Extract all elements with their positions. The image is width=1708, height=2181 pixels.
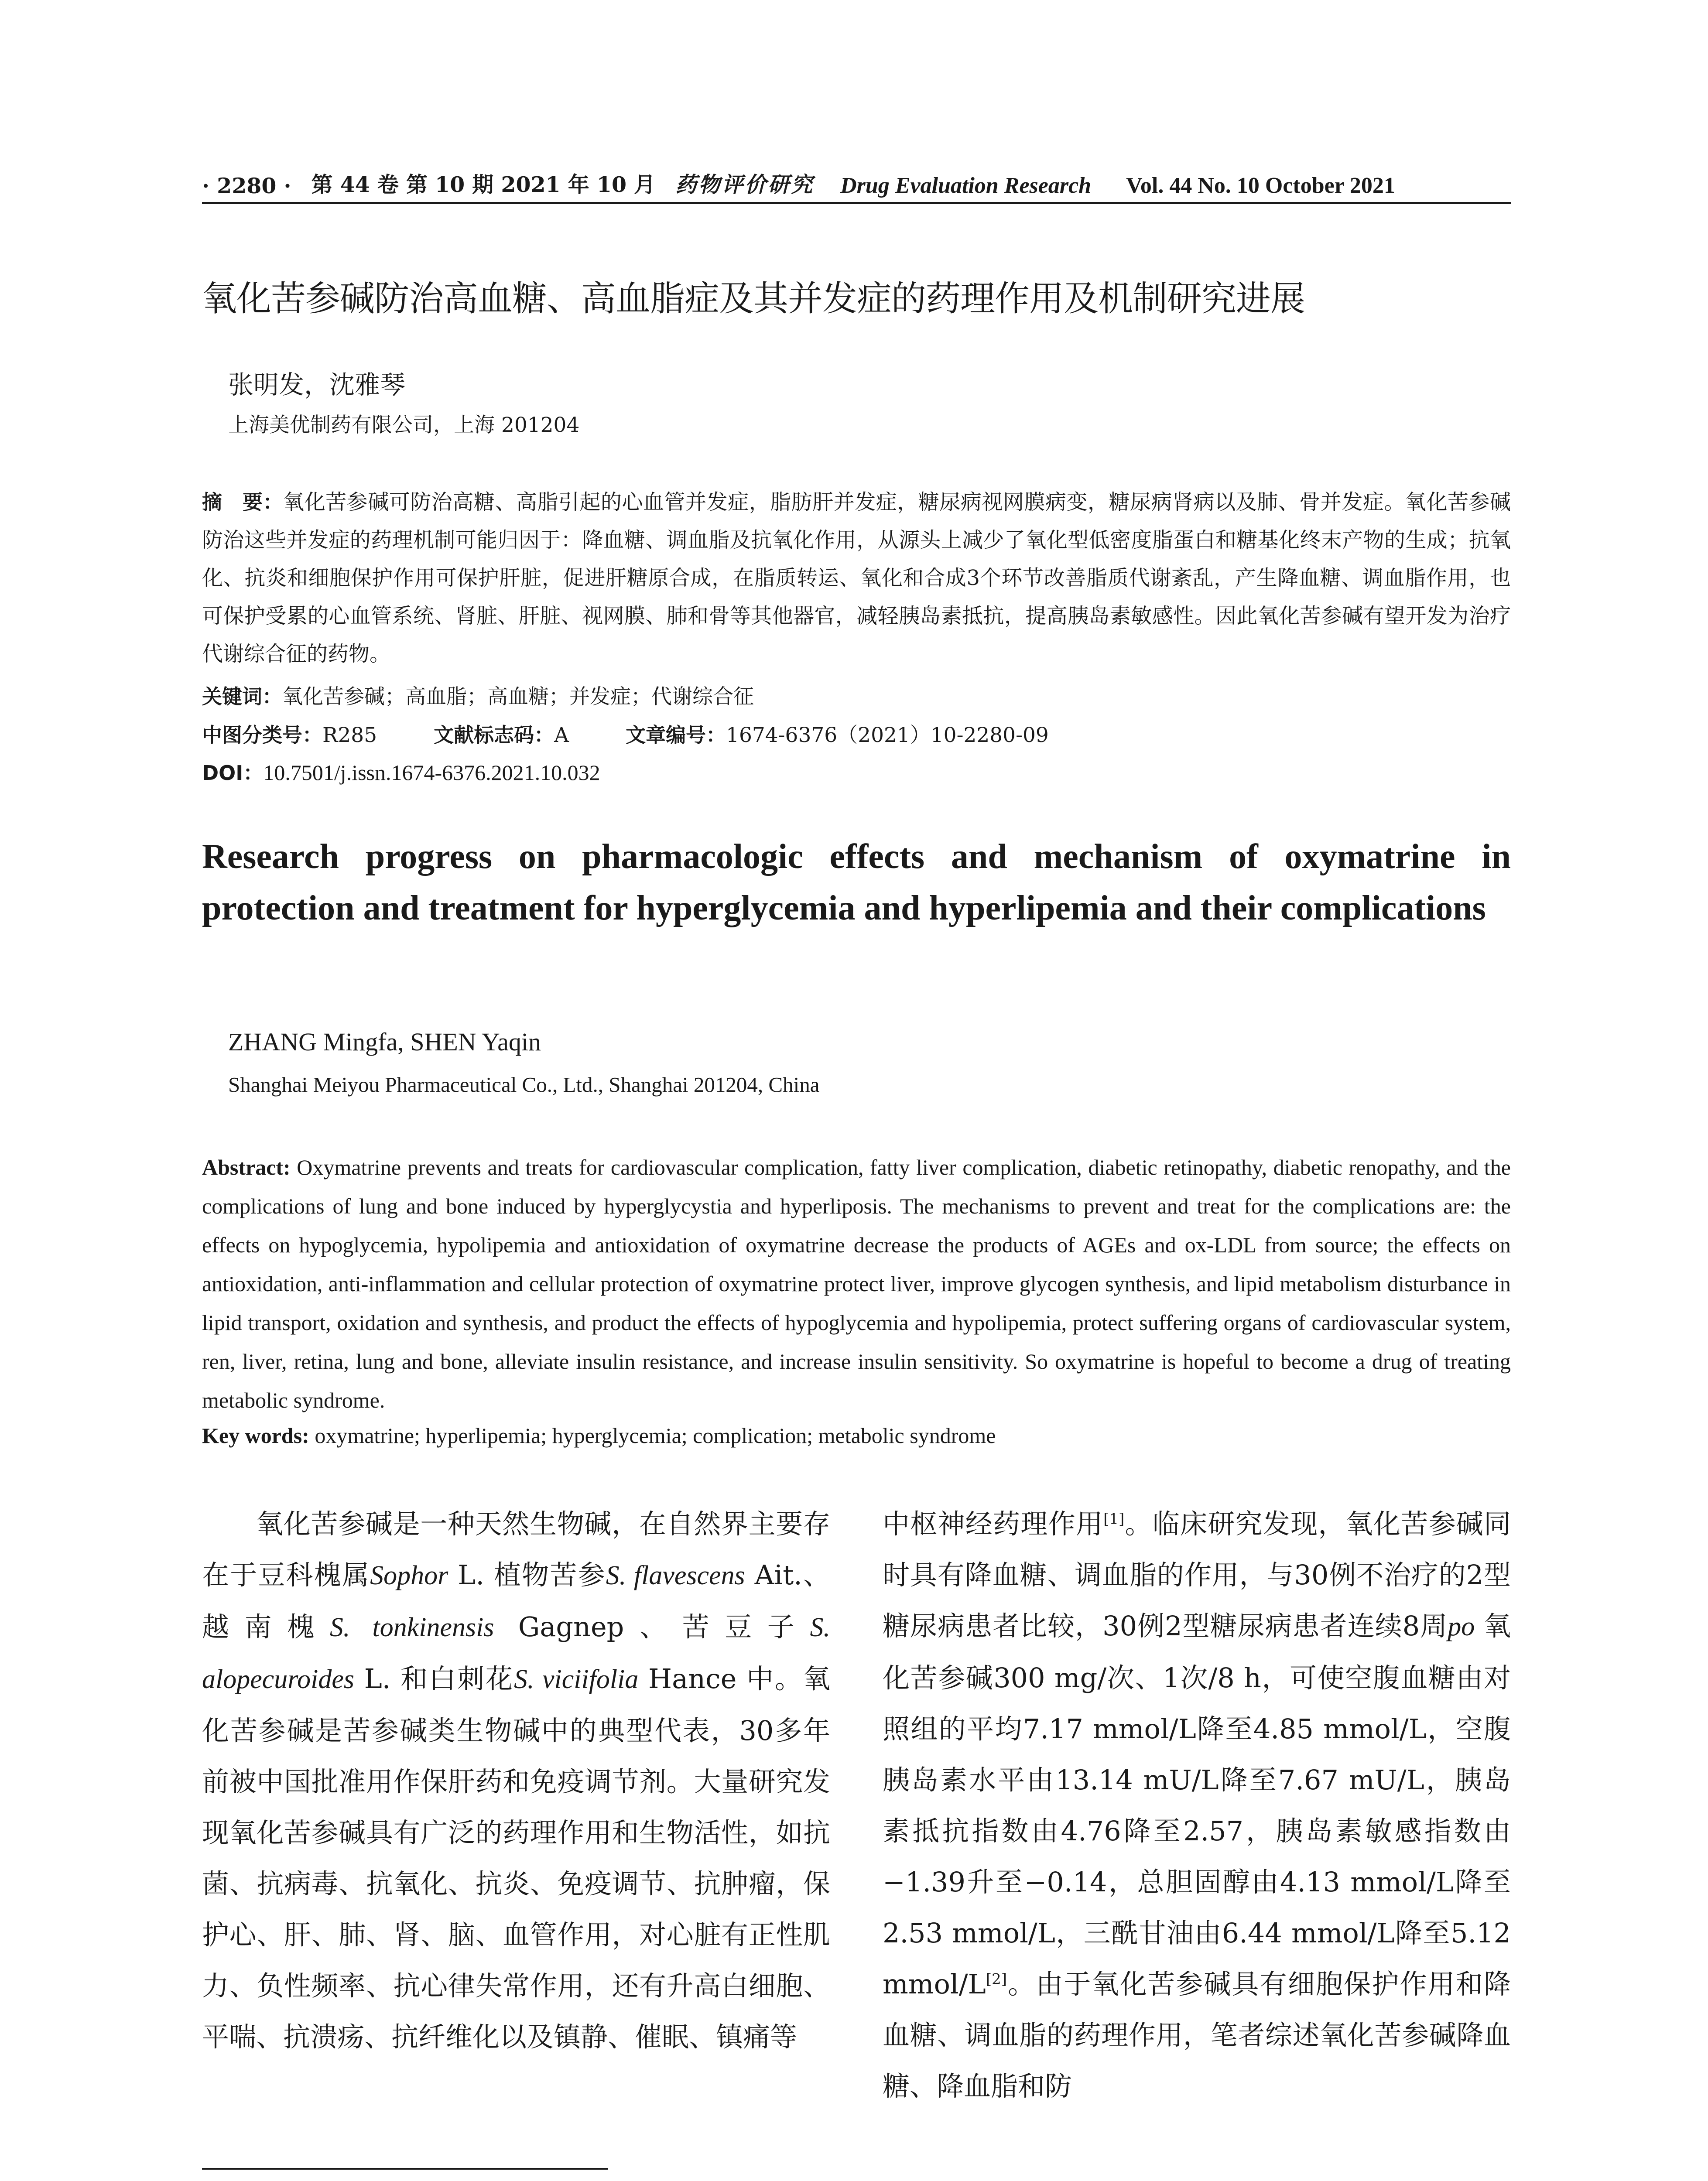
affiliation-en: Shanghai Meiyou Pharmaceutical Co., Ltd., Shanghai 201204, China [228, 1073, 820, 1097]
body-text: L. 和白刺花 [354, 1663, 514, 1695]
citation-ref[interactable]: [2] [986, 1970, 1007, 1988]
doi-value: 10.7501/j.issn.1674-6376.2021.10.032 [263, 760, 600, 785]
body-text: 。由于氧化苦参碱具有细胞保护作用和降血糖、调血脂的药理作用，笔者综述氧化苦参碱降血糖、降血脂和防 [883, 1968, 1511, 2102]
clc-value: R285 [322, 723, 377, 747]
journal-name-en: Drug Evaluation Research [840, 173, 1092, 198]
classification-line [202, 719, 1511, 748]
title-en: Research progress on pharmacologic effects and mechanism of oxymatrine in protection and treatment for hyperglycemia and hyperlipemia and their complications [202, 838, 1511, 927]
keywords-cn [202, 680, 1511, 710]
page-number: · 2280 · [202, 173, 291, 198]
body-text: 氧化苦参碱300 mg/次、1次/8 h，可使空腹血糖由对照组的平均7.17 mmol/L降至4.85 mmol/L，空腹胰岛素水平由13.14 mU/L降至7.67 mU/L，胰岛素抵抗指数由4.76降至2.57，胰岛素敏感指数由−1.39升至−0.14，总胆固醇由4.13 mmol/L降至2.53 mmol/L，三酰甘油由6.44 mmol/L降至5.12 mmol/L [883, 1610, 1511, 2000]
citation-ref[interactable]: [1] [1103, 1510, 1125, 1528]
keywords-cn-text: 氧化苦参碱；高血脂；高血糖；并发症；代谢综合征 [282, 685, 754, 709]
species-name: S. tonkinensis [329, 1613, 494, 1642]
body-text: Hance 中。氧化苦参碱是苦参碱类生物碱中的典型代表，30多年前被中国批准用作保肝药和免疫调节剂。大量研究发现氧化苦参碱具有广泛的药理作用和生物活性，如抗菌、抗病毒、抗氧化、抗炎、免疫调节、抗肿瘤，保护心、肝、肺、肾、脑、血管作用，对心脏有正性肌力、负性频率、抗心律失常作用，还有升高白细胞、平喘、抗溃疡、抗纤维化以及镇静、催眠、镇痛等 [202, 1663, 831, 2053]
species-name: S. flavescens [606, 1561, 745, 1590]
journal-name-cn: 药物评价研究 [675, 172, 815, 197]
body-text: L. 植物苦参 [448, 1559, 606, 1591]
body-column-left [202, 1498, 830, 2062]
doc-code-label: 文献标志码： [434, 723, 555, 747]
authors-en: ZHANG Mingfa, SHEN Yaqin [228, 1028, 541, 1056]
keywords-cn-label: 关键词： [202, 685, 282, 708]
abstract-cn [202, 483, 1511, 673]
body-column-right [883, 1498, 1511, 2112]
body-text: 。临床研究发现，氧化苦参碱同时具有降血糖、调血脂的作用，与30例不治疗的2型糖尿病患者比较，30例2型糖尿病患者连续8周 [883, 1508, 1511, 1642]
species-name: S. viciifolia [514, 1665, 639, 1694]
title-cn: 氧化苦参碱防治高血糖、高血脂症及其并发症的药理作用及机制研究进展 [202, 278, 1305, 319]
species-name: S. alopecuroides [202, 1613, 830, 1694]
abstract-cn-text: 氧化苦参碱可防治高糖、高脂引起的心血管并发症，脂肪肝并发症，糖尿病视网膜病变，糖尿病肾病以及肺、骨并发症。氧化苦参碱防治这些并发症的药理机制可能归因于：降血糖、调血脂及抗氧化作用，从源头上减少了氧化型低密度脂蛋白和糖基化终末产物的生成；抗氧化、抗炎和细胞保护作用可保护肝脏，促进肝糖原合成，在脂质转运、氧化和合成3个环节改善脂质代谢紊乱，产生降血糖、调血脂作用，也可保护受累的心血管系统、肾脏、肝脏、视网膜、肺和骨等其他器官，减轻胰岛素抵抗，提高胰岛素敏感性。因此氧化苦参碱有望开发为治疗代谢综合征的药物。 [202, 490, 1511, 666]
abstract-en-label: Abstract: [202, 1155, 291, 1179]
authors-cn: 张明发，沈雅琴 [228, 370, 406, 400]
abstract-en [202, 1148, 1511, 1420]
body-text: 中枢神经药理作用 [883, 1508, 1104, 1540]
doc-code-value: A [554, 723, 569, 747]
clc-label: 中图分类号： [202, 723, 322, 747]
doi-label: DOI： [202, 761, 264, 785]
dosing-route: po [1448, 1612, 1475, 1641]
header-rule [202, 202, 1511, 204]
abstract-en-text: Oxymatrine prevents and treats for cardiovascular complication, fatty liver complication, diabetic retinopathy, diabetic renopathy, and the complications of lung and bone induced by hyperglycystia and hyperliposis. The mechanisms to prevent and treat for the complications are: the effects on hypoglycemia, hypolipemia and antioxidation of oxymatrine decrease the products of AGEs and ox-LDL from source; the effects on antioxidation, anti-inflammation and cellular protection of oxymatrine protect liver, improve glycogen synthesis, and lipid metabolism disturbance in lipid transport, oxidation and synthesis, and product the effects of hypoglycemia and hypolipemia, protect suffering organs of cardiovascular system, ren, liver, retina, lung and bone, alleviate insulin resistance, and increase insulin sensitivity. So oxymatrine is hopeful to become a drug of treating metabolic syndrome. [202, 1155, 1511, 1412]
article-no-label: 文章编号： [626, 723, 726, 747]
doi-line [202, 757, 1511, 786]
article-no-value: 1674-6376（2021）10-2280-09 [726, 723, 1049, 747]
footnote-rule [202, 2168, 608, 2170]
issue-cn: 第 44 卷 第 10 期 2021 年 10 月 [311, 172, 656, 197]
abstract-cn-label: 摘 要： [202, 490, 284, 514]
keywords-en-label: Key words: [202, 1423, 309, 1448]
body-text: 氧化苦参碱是一种天然生物碱，在自然界主要存在于豆科槐属 [202, 1508, 830, 1591]
keywords-en [202, 1423, 1511, 1448]
body-text: Gagnep、苦豆子 [494, 1611, 810, 1643]
volume-en: Vol. 44 No. 10 October 2021 [1126, 173, 1395, 198]
running-header [202, 168, 1511, 198]
genus-name: Sophor [370, 1561, 448, 1590]
affiliation-cn: 上海美优制药有限公司，上海 201204 [228, 413, 580, 437]
keywords-en-text: oxymatrine; hyperlipemia; hyperglycemia; complication; metabolic syndrome [315, 1423, 996, 1448]
body-text: Ait.、越南槐 [202, 1559, 831, 1643]
